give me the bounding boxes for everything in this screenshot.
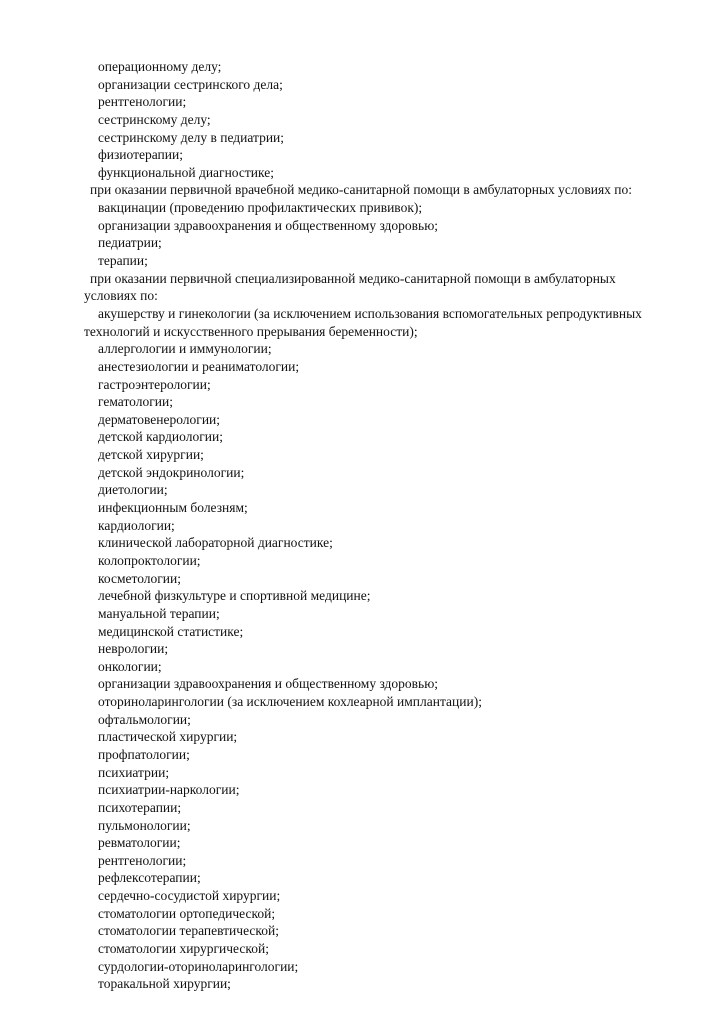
text-line: неврологии; (98, 641, 169, 657)
text-line: функциональной диагностике; (98, 164, 274, 180)
text-line: диетологии; (98, 482, 168, 498)
text-line: детской кардиологии; (98, 429, 223, 445)
text-line: косметологии; (98, 570, 182, 586)
text-line: лечебной физкультуре и спортивной медицине; (98, 588, 371, 604)
section-heading-continuation: условиях по: (84, 288, 158, 304)
text-line: организации здравоохранения и общественному здоровью; (98, 217, 439, 233)
text-line: ревматологии; (98, 835, 181, 851)
text-line: стоматологии терапевтической; (98, 923, 279, 939)
text-line: сестринскому делу в педиатрии; (98, 129, 285, 145)
text-line: вакцинации (проведению профилактических прививок); (98, 200, 423, 216)
text-line: оториноларингологии (за исключением кохлеарной имплантации); (98, 694, 482, 710)
text-line: педиатрии; (98, 235, 162, 251)
text-line: медицинской статистике; (98, 623, 244, 639)
text-line: физиотерапии; (98, 147, 183, 163)
text-line: пульмонологии; (98, 817, 191, 833)
text-line: рентгенологии; (98, 94, 187, 110)
text-line: стоматологии хирургической; (98, 941, 269, 957)
text-line: профпатологии; (98, 746, 190, 762)
text-line: инфекционным болезням; (98, 500, 248, 516)
text-line: психиатрии; (98, 764, 170, 780)
text-line: клинической лабораторной диагностике; (98, 535, 333, 551)
document-body (0, 58, 721, 993)
text-line: организации здравоохранения и общественному здоровью; (98, 676, 439, 692)
text-line: гематологии; (98, 394, 173, 410)
text-line: мануальной терапии; (98, 605, 220, 621)
text-line: торакальной хирургии; (98, 976, 231, 992)
text-line: организации сестринского дела; (98, 76, 283, 92)
text-line: колопроктологии; (98, 552, 201, 568)
text-line: детской эндокринологии; (98, 464, 245, 480)
text-line: сестринскому делу; (98, 111, 211, 127)
text-line: рентгенологии; (98, 852, 187, 868)
text-line: психотерапии; (98, 799, 182, 815)
text-line: операционному делу; (98, 59, 222, 74)
text-line: аллергологии и иммунологии; (98, 341, 272, 357)
text-line: онкологии; (98, 658, 162, 674)
text-line: кардиологии; (98, 517, 175, 533)
text-line: гастроэнтерологии; (98, 376, 211, 392)
text-line: детской хирургии; (98, 447, 204, 463)
text-line-continuation: технологий и искусственного прерывания беременности); (84, 323, 418, 339)
text-line: терапии; (98, 253, 148, 269)
text-line: стоматологии ортопедической; (98, 905, 276, 921)
section-heading-line: при оказании первичной врачебной медико-санитарной помощи в амбулаторных условиях по: (90, 182, 633, 198)
text-line: офтальмологии; (98, 711, 191, 727)
text-line: дерматовенерологии; (98, 411, 221, 427)
text-line: анестезиологии и реаниматологии; (98, 358, 300, 374)
text-line: сурдологии-оториноларингологии; (98, 958, 299, 974)
text-line: акушерству и гинекологии (за исключением использования вспомогательных репродуктивных (98, 305, 642, 321)
section-heading-line: при оказании первичной специализированной медико-санитарной помощи в амбулаторных (90, 270, 616, 286)
text-line: пластической хирургии; (98, 729, 238, 745)
text-line: рефлексотерапии; (98, 870, 201, 886)
text-line: сердечно-сосудистой хирургии; (98, 888, 281, 904)
text-line: психиатрии-наркологии; (98, 782, 240, 798)
